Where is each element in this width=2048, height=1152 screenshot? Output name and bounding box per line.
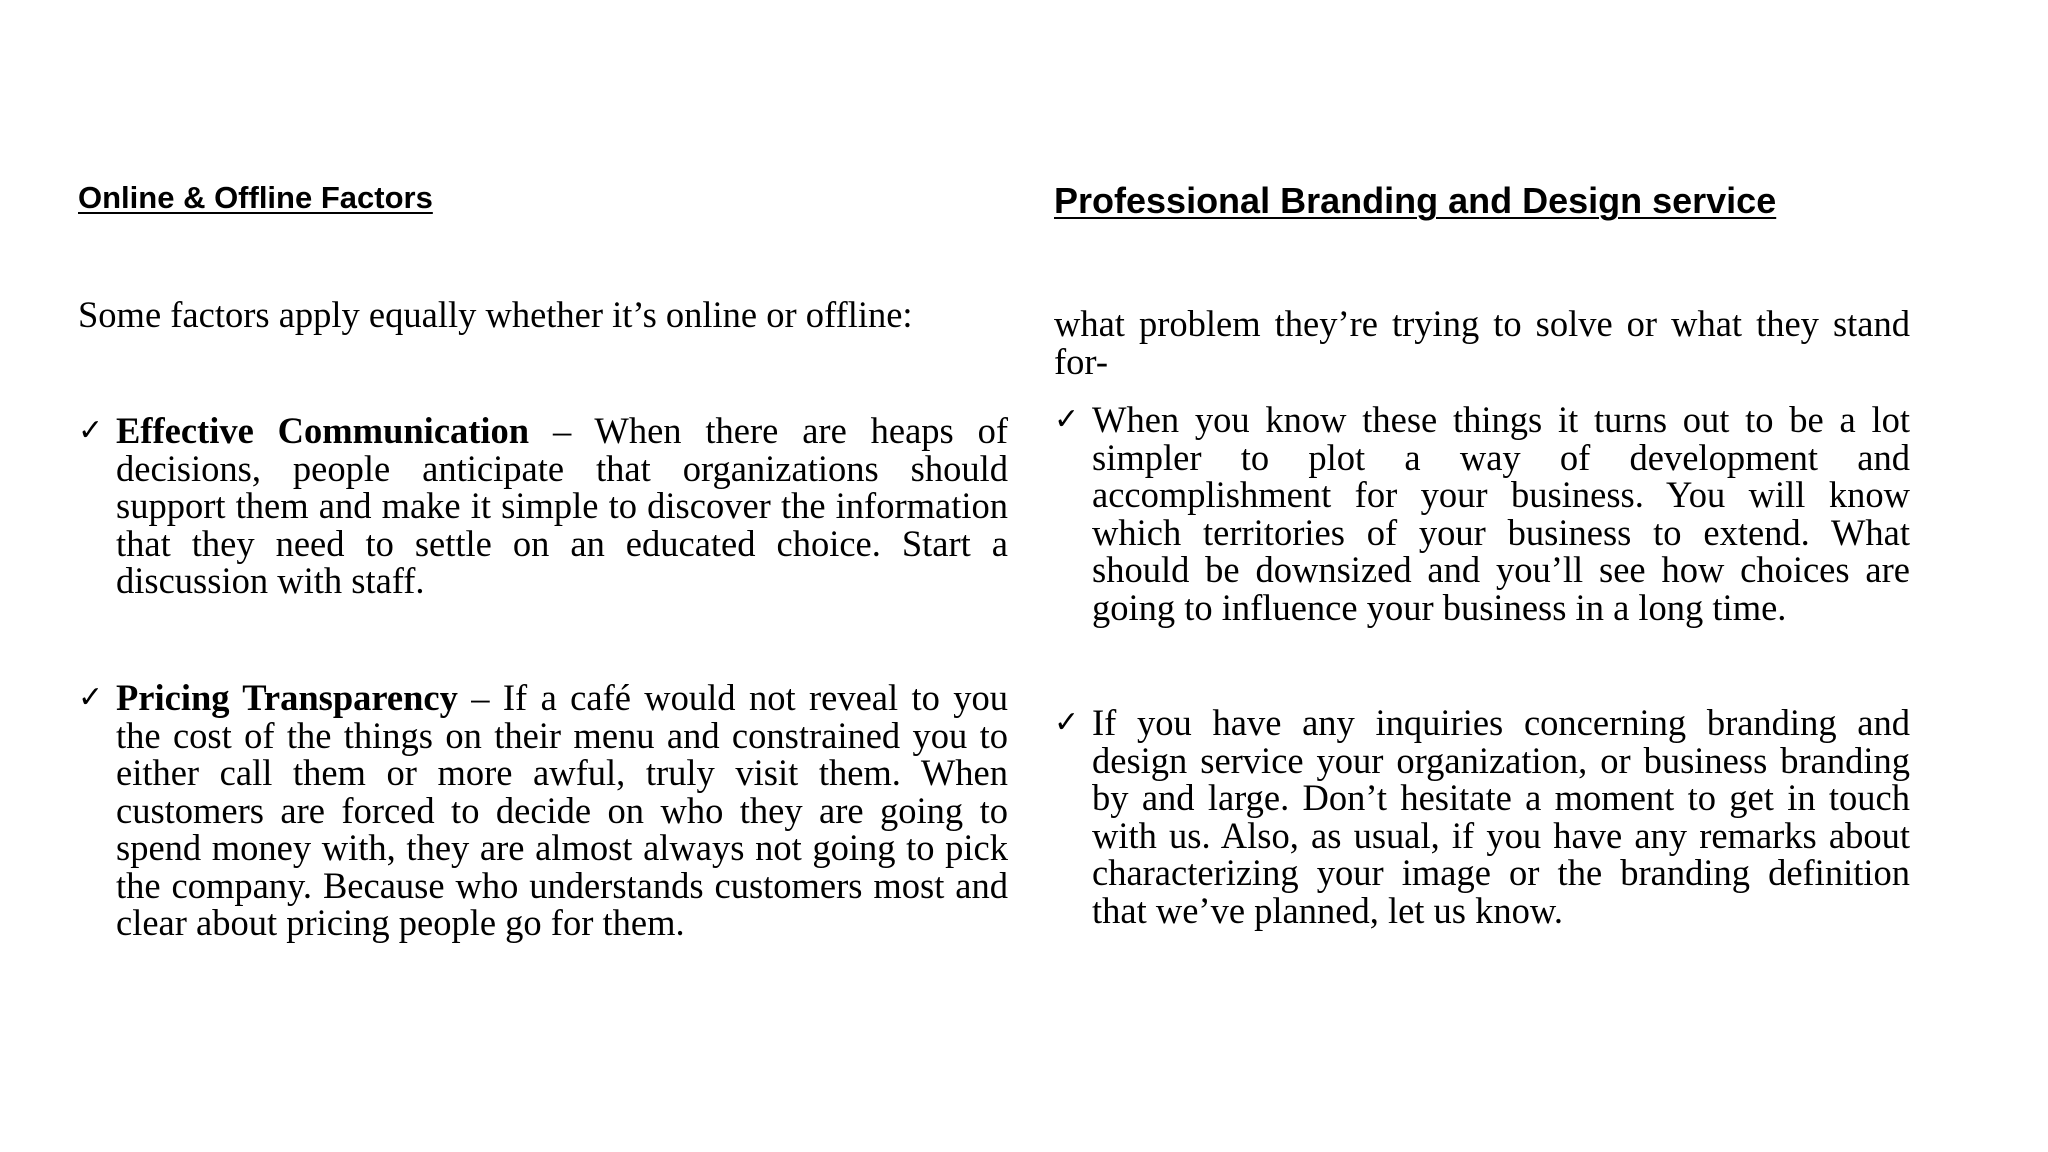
bullet-description: If you have any inquiries concerning branding and design service your organization, or business branding by and large. Don’t hesitate a moment to get in touch with us. Also, as usual, if you have any remarks about characterizing your image or the branding definition that we’ve planned, let us know. [1092, 702, 1910, 931]
bullet-separator: – [529, 410, 595, 451]
bullet-description: When there are heaps of decisions, people anticipate that organizations should support them and make it simple to discover the information that they need to settle on an educated choice. Start a discussion with staff. [116, 410, 1008, 601]
bullet-title: Pricing Transparency [116, 677, 458, 718]
bullet-description: When you know these things it turns out to be a lot simpler to plot a way of development and accomplishment for your business. You will know which territories of your business to extend. What should be downsized and you’ll see how choices are going to influence your business in a long time. [1092, 399, 1910, 628]
bullet-separator: – [457, 677, 503, 718]
checkmark-icon: ✓ [78, 413, 104, 448]
left-section-heading: Online & Offline Factors [78, 180, 433, 215]
checkmark-icon: ✓ [1054, 705, 1080, 740]
checkmark-icon: ✓ [78, 680, 104, 715]
bullet-description: If a café would not reveal to you the cost of the things on their menu and constrained you to either call them or more awful, truly visit them. When customers are forced to decide on who they are going to spend money with, they are almost always not going to pick the company. Because who understands customers most and clear about pricing people go for them. [116, 677, 1009, 943]
bullet-effective-communication [78, 412, 1008, 600]
right-intro-text: what problem they’re trying to solve or what they stand for- [1054, 303, 1910, 382]
right-section-heading: Professional Branding and Design service [1054, 180, 1777, 221]
bullet-title: Effective Communication [116, 410, 530, 451]
bullet-body [116, 412, 1008, 600]
bullet-pricing-transparency [78, 679, 1008, 942]
left-intro-text: Some factors apply equally whether it’s online or offline: [78, 294, 913, 335]
bullet-inquiries [1054, 704, 1910, 929]
checkmark-icon: ✓ [1054, 402, 1080, 437]
bullet-development-plan [1054, 401, 1910, 626]
bullet-body [116, 679, 1008, 942]
